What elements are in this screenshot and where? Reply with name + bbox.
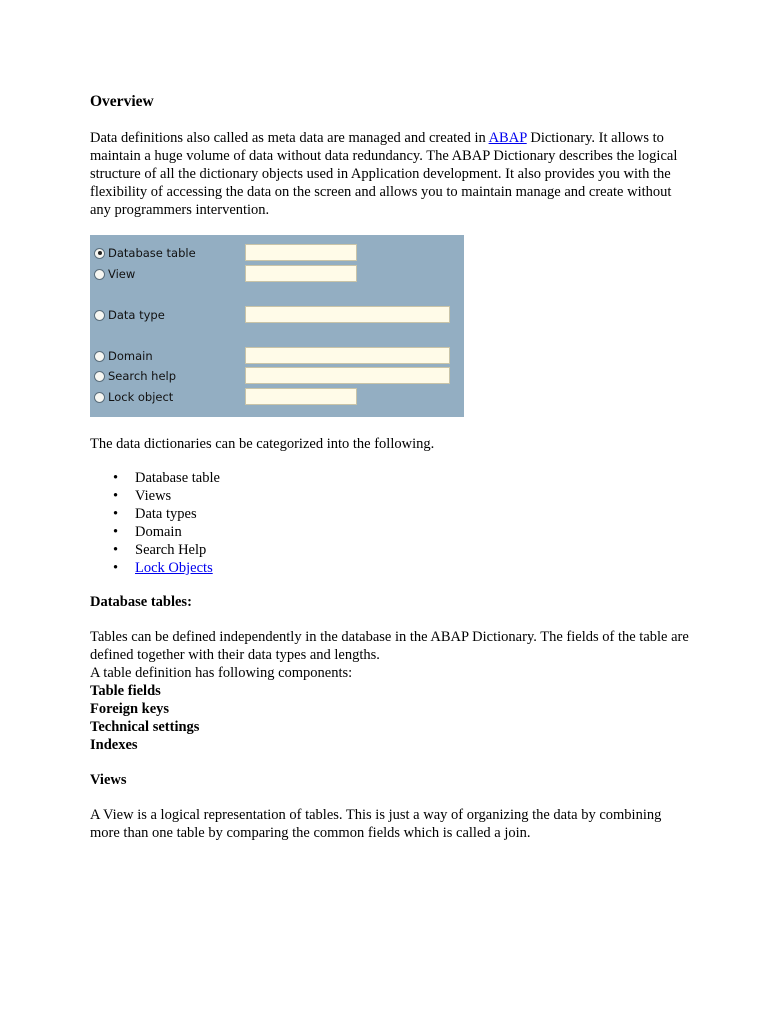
radio-lock-object[interactable]: [94, 392, 105, 403]
overview-heading: Overview: [90, 93, 154, 110]
categories-intro: The data dictionaries can be categorized into the following.: [90, 436, 435, 452]
data-type-input[interactable]: [245, 306, 450, 323]
lock-object-input[interactable]: [245, 388, 357, 405]
domain-input[interactable]: [245, 347, 450, 364]
view-input[interactable]: [245, 265, 357, 282]
component-item: Technical settings: [90, 719, 200, 735]
radio-data-type[interactable]: [94, 310, 105, 321]
spacer: [90, 754, 690, 771]
option-label: Database table: [108, 246, 196, 260]
option-view[interactable]: [94, 265, 135, 283]
component-item: Foreign keys: [90, 701, 170, 717]
views-paragraph: A View is a logical representation of tables. This is just a way of organizing the data by combining more than one table by comparing the common fields which is called a join.: [90, 807, 662, 841]
option-data-type[interactable]: [94, 306, 165, 324]
overview-text-end: Dictionary. It allows to maintain a huge volume of data without data redundancy. The ABAP Dictionary describes the logical structure of all the dictionary objects used in Application development. It also provides you with the flexibility of accessing the data on the screen and allows you to maintain manage and create without any programmers intervention.: [90, 130, 678, 218]
views-heading: Views: [90, 772, 127, 788]
categories-list: [90, 469, 690, 577]
option-label: Domain: [108, 349, 153, 363]
database-tables-heading: Database tables:: [90, 594, 192, 610]
radio-view[interactable]: [94, 269, 105, 280]
overview-paragraph: [90, 129, 690, 219]
list-item: • Database table: [135, 469, 690, 487]
option-database-table[interactable]: [94, 244, 196, 262]
database-tables-paragraph: Tables can be defined independently in the database in the ABAP Dictionary. The fields of the table are defined together with their data types and lengths.: [90, 629, 689, 663]
radio-domain[interactable]: [94, 351, 105, 362]
table-definition-intro: A table definition has following components:: [90, 665, 353, 681]
radio-search-help[interactable]: [94, 371, 105, 382]
component-item: Table fields: [90, 683, 161, 699]
database-table-input[interactable]: [245, 244, 357, 261]
component-item: Indexes: [90, 737, 138, 753]
search-help-input[interactable]: [245, 367, 450, 384]
option-label: Lock object: [108, 390, 174, 404]
option-label: Search help: [108, 369, 177, 383]
abap-link[interactable]: ABAP: [488, 130, 527, 146]
option-label: View: [108, 267, 136, 281]
list-item: • Data types: [135, 505, 690, 523]
list-item: • Views: [135, 487, 690, 505]
document-page: [90, 92, 690, 842]
dictionary-object-panel: [90, 235, 464, 417]
option-domain[interactable]: [94, 347, 153, 365]
list-item: • Domain: [135, 523, 690, 541]
overview-text-start: Data definitions also called as meta data are managed and created in: [90, 130, 489, 146]
option-search-help[interactable]: [94, 367, 176, 385]
option-label: Data type: [108, 308, 165, 322]
list-item: • Search Help: [135, 541, 690, 559]
option-lock-object[interactable]: [94, 388, 173, 406]
radio-database-table[interactable]: [94, 248, 105, 259]
lock-objects-link[interactable]: Lock Objects: [135, 560, 213, 576]
list-item: [135, 559, 690, 577]
